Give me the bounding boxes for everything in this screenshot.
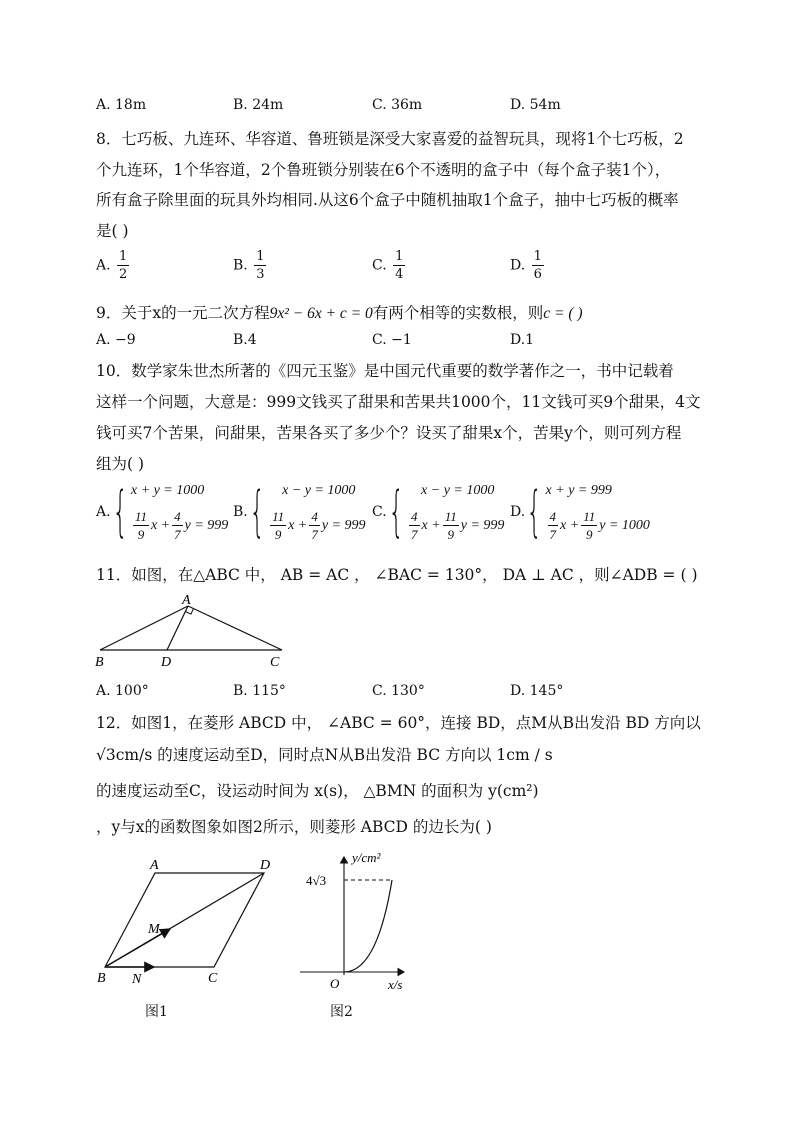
- label-c: C: [270, 655, 280, 670]
- label-c: C: [208, 971, 218, 986]
- q8-line-1: 8．七巧板、九连环、华容道、鲁班锁是深受大家喜爱的益智玩具，现将1个七巧板，2: [96, 130, 684, 148]
- origin-label: O: [330, 976, 340, 991]
- q12-line-2: √3cm/s 的速度运动至D，同时点N从B出发沿 BC 方向以 1cm / s: [96, 746, 553, 764]
- q11-option-a: A. 100°: [96, 683, 149, 699]
- q9-stem: 9．关于x的一元二次方程9x² − 6x + c = 0有两个相等的实数根，则c = ( ): [96, 304, 583, 322]
- q10-line-4: 组为( ): [96, 455, 145, 473]
- label-a: A: [182, 593, 191, 608]
- q11-triangle-figure: [90, 588, 300, 670]
- q10-line-3: 钱可买7个苦果，问甜果，苦果各买了多少个？设买了甜果x个，苦果y个，则可列方程: [96, 424, 682, 442]
- q11-option-d: D. 145°: [510, 683, 564, 699]
- q9-option-b: B.4: [233, 332, 257, 348]
- label-m: M: [148, 922, 160, 937]
- brace: {: [388, 480, 404, 543]
- q8-line-2: 个九连环，1个华容道，2个鲁班锁分别装在6个不透明的盒子中（每个盒子装1个），: [96, 161, 671, 179]
- q8-option-d: D. $\frac{1}{6}$: [510, 249, 542, 282]
- fraction: $\frac{1}{3}$: [256, 249, 265, 282]
- q9-option-a: A. −9: [96, 332, 136, 348]
- q10-line-1: 10．数学家朱世杰所著的《四元玉鉴》是中国元代重要的数学著作之一，书中记载着: [96, 362, 674, 380]
- q12-figure-2-graph: [292, 845, 417, 995]
- q10-option-b: B. { x − y = 1000 $\frac{11}{9}$ x + $\frac{4}{7}$ y = 999: [233, 480, 366, 543]
- q11-option-b: B. 115°: [233, 683, 286, 699]
- brace: {: [112, 480, 128, 543]
- q10-option-c: C. { x − y = 1000 $\frac{4}{7}$ x + $\frac{11}{9}$ y = 999: [372, 480, 505, 543]
- q9-option-d: D.1: [510, 332, 535, 348]
- segment-ad: [167, 606, 188, 650]
- label-n: N: [132, 972, 142, 987]
- fraction: $\frac{1}{6}$: [533, 249, 542, 282]
- segment-ac: [188, 606, 282, 650]
- q12-fig1-caption: 图1: [145, 1004, 168, 1020]
- q11-option-c: C. 130°: [372, 683, 425, 699]
- q12-line-3: 的速度运动至C，设运动时间为 x(s)， △BMN 的面积为 y(cm²): [96, 782, 539, 800]
- q9-equation: 9x² − 6x + c = 0: [269, 305, 373, 322]
- x-axis-label: x/s: [388, 977, 403, 992]
- q12-line-4: ，y与x的函数图象如图2所示，则菱形 ABCD 的边长为( ): [96, 818, 492, 836]
- q8-line-4: 是( ): [96, 222, 129, 240]
- q7-option-c: C. 36m: [372, 97, 423, 113]
- q11-stem: 11．如图，在△ABC 中， AB = AC ， ∠BAC = 130°， DA ⊥ AC ，则∠ADB = ( ): [96, 566, 698, 584]
- q10-line-2: 这样一个问题，大意是：999文钱买了甜果和苦果共1000个，11文钱可买9个甜果，4文: [96, 393, 701, 411]
- y-max-label: 4√3: [306, 873, 327, 888]
- q7-option-a: A. 18m: [96, 97, 147, 113]
- q9-ask: c = ( ): [543, 305, 583, 322]
- y-axis-label: y/cm²: [352, 850, 381, 865]
- label-d: D: [161, 655, 172, 670]
- fraction: $\frac{1}{4}$: [395, 249, 404, 282]
- q9-option-c: C. −1: [372, 332, 412, 348]
- q12-fig2-caption: 图2: [330, 1004, 353, 1020]
- brace: {: [526, 480, 543, 543]
- q8-option-c: C. $\frac{1}{4}$: [372, 249, 404, 282]
- q10-option-a: A. { x + y = 1000 $\frac{11}{9}$ x + $\frac{4}{7}$ y = 999: [96, 480, 229, 543]
- fraction: $\frac{1}{2}$: [119, 249, 128, 282]
- q12-figure-1-rhombus: [92, 850, 282, 990]
- function-curve: [344, 880, 392, 972]
- q8-line-3: 所有盒子除里面的玩具外均相同.从这6个盒子中随机抽取1个盒子，抽中七巧板的概率: [96, 191, 679, 209]
- brace: {: [249, 480, 265, 543]
- label-a: A: [150, 858, 159, 873]
- label-d: D: [260, 858, 271, 873]
- label-b: B: [95, 655, 104, 670]
- segment-ab: [100, 606, 188, 650]
- q12-line-1: 12．如图1，在菱形 ABCD 中， ∠ABC = 60°，连接 BD，点M从B出发沿 BD 方向以: [96, 714, 701, 732]
- label-b: B: [97, 971, 106, 986]
- q8-option-a: A. $\frac{1}{2}$: [96, 249, 128, 282]
- q10-option-d: D. { x + y = 999 $\frac{4}{7}$ x + $\frac{11}{9}$ y = 1000: [510, 480, 650, 543]
- q7-option-d: D. 54m: [510, 97, 561, 113]
- q8-option-b: B. $\frac{1}{3}$: [233, 249, 265, 282]
- q7-option-b: B. 24m: [233, 97, 284, 113]
